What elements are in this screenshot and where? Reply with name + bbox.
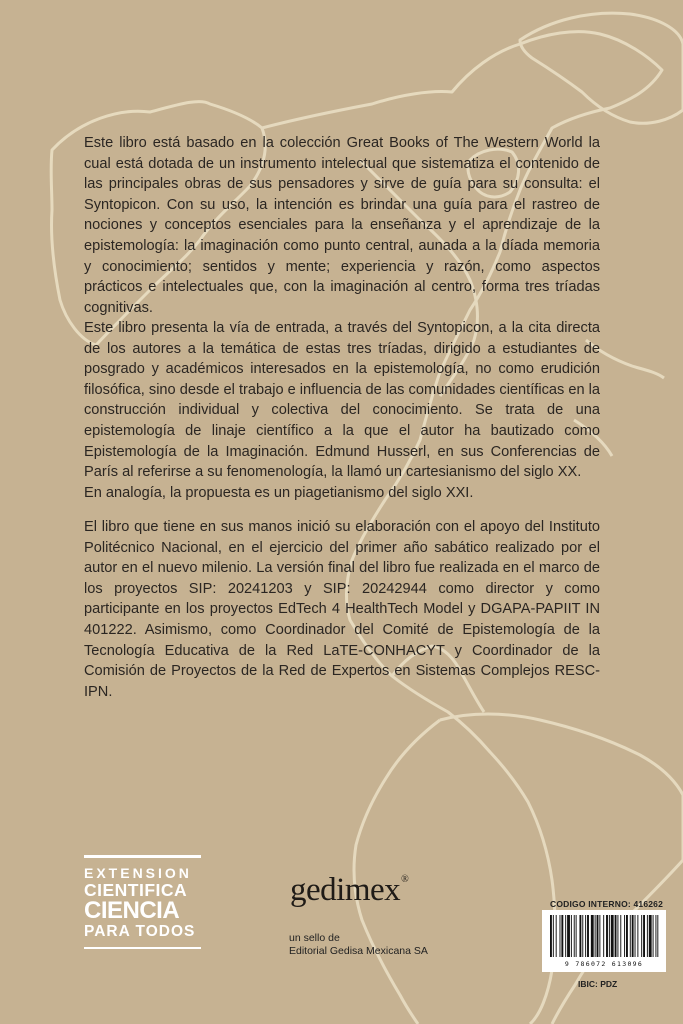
publisher-name: gedimex — [290, 872, 401, 908]
barcode-bar — [561, 915, 563, 957]
barcode-bar — [657, 915, 658, 957]
barcode-bar — [576, 915, 577, 957]
barcode-bar — [587, 915, 589, 957]
barcode-bar — [617, 915, 618, 957]
barcode-bar — [582, 915, 583, 957]
registered-mark: ® — [401, 874, 409, 885]
barcode-bar — [599, 915, 600, 957]
series-logo-line-3: CIENCIA — [84, 897, 180, 924]
imprint-line-2: Editorial Gedisa Mexicana SA — [289, 945, 428, 957]
barcode-bars — [548, 915, 660, 959]
barcode-bar — [611, 915, 614, 957]
barcode-bar — [556, 915, 557, 957]
barcode-bar — [653, 915, 654, 957]
paragraph-text: En analogía, la propuesta es un piagetianismo del siglo XXI. — [84, 484, 474, 501]
barcode-bar — [641, 915, 642, 957]
barcode-bar — [560, 915, 561, 957]
barcode-bar — [609, 915, 610, 957]
logo-rule-bottom — [84, 947, 201, 949]
barcode-bar — [649, 915, 652, 957]
barcode-bar — [632, 915, 634, 957]
barcode-bar — [565, 915, 566, 957]
barcode-bar — [635, 915, 636, 957]
paragraph-text: Este libro está basado en la colección Great Books of The Western World la cual está dotada de un instrumento intelectual que sistematiza el contenido de las principales obras de sus pensadores y sirve de guía para su consulta: el Syntopicon. Con su uso, la intención es brindar una guía para el rastreo de nociones y conceptos esenciales para la enseñanza y el aprendizaje de la epistemología: la imaginación como punto central, aunada a la díada memoria y conocimiento; sentidos y mente; experiencia y razón, como aspectos prácticos e intelectuales que, con la imaginación al centro, forma tres tríadas cognitivas. — [84, 135, 600, 316]
description-paragraph-2 — [84, 318, 600, 503]
series-logo — [84, 855, 201, 949]
barcode-bar — [603, 915, 604, 957]
paragraph-text: El libro que tiene en sus manos inició su elaboración con el apoyo del Instituto Politécnico Nacional, en el ejercicio del primer año sabático realizado por el autor en el nuevo milenio. La versión final del libro fue realizada en el marco de los proyectos SIP: 20241203 y SIP: 20242944 como director y como participante en los proyectos EdTech 4 HealthTech Model y DGAPA-PAPIIT IN 401222. Asimismo, como Coordinador del Comité de Epistemología de la Tecnología Educativa de la Red LaTE-CONHACYT y Coordinador de la Comisión de Proyectos de la Red de Expertos en Sistemas Complejos RESC-IPN. — [84, 519, 600, 700]
barcode-bar — [643, 915, 645, 957]
publisher-imprint — [289, 932, 428, 958]
barcode-bar — [630, 915, 631, 957]
barcode-bar — [647, 915, 648, 957]
barcode-bar — [553, 915, 554, 957]
barcode-bar — [597, 915, 599, 957]
barcode-bar — [655, 915, 656, 957]
imprint-line-1: un sello de — [289, 932, 340, 944]
isbn-digits: 9 786072 613096 — [564, 960, 644, 968]
barcode-bar — [571, 915, 572, 957]
barcode-bar — [606, 915, 608, 957]
barcode-bar — [637, 915, 638, 957]
barcode-bar — [579, 915, 581, 957]
internal-code-label: CODIGO INTERNO: 416262 — [550, 899, 664, 909]
ibic-label: IBIC: PDZ — [578, 979, 618, 989]
barcode-bar — [591, 915, 594, 957]
barcode-bar — [567, 915, 570, 957]
logo-rule-top — [84, 855, 201, 858]
description-paragraph-1 — [84, 133, 600, 318]
barcode-bar — [574, 915, 575, 957]
publisher-logo — [290, 872, 408, 909]
series-logo-line-4: PARA TODOS — [84, 923, 196, 940]
series-logo-line-1: EXTENSION — [84, 865, 192, 881]
series-logo-line-2: CIENTIFICA — [84, 880, 188, 900]
barcode-bar — [550, 915, 552, 957]
paragraph-text: Este libro presenta la vía de entrada, a través del Syntopicon, a la cita directa de los autores a la temática de estas tres tríadas, dirigido a estudiantes de posgrado y académicos interesados en la epistemología, no como erudición filosófica, sino desde el trabajo e influencia de las comunidades científicas en la construcción individual y colectiva del conocimiento. Se trata de una epistemología de linaje científico a la que el autor ha bautizado como Epistemología de la Imaginación. Edmund Husserl, en sus Conferencias de París al referirse a su fenomenología, la llamó un cartesianismo del siglo XX. — [84, 320, 600, 481]
barcode-bar — [620, 915, 621, 957]
south-america-outline — [354, 714, 683, 1024]
description-paragraph-3 — [84, 517, 600, 702]
isbn-barcode — [542, 910, 666, 972]
barcode-bar — [626, 915, 628, 957]
barcode-bar — [585, 915, 586, 957]
barcode-bar — [624, 915, 625, 957]
barcode-bar — [595, 915, 596, 957]
barcode-bar — [615, 915, 617, 957]
